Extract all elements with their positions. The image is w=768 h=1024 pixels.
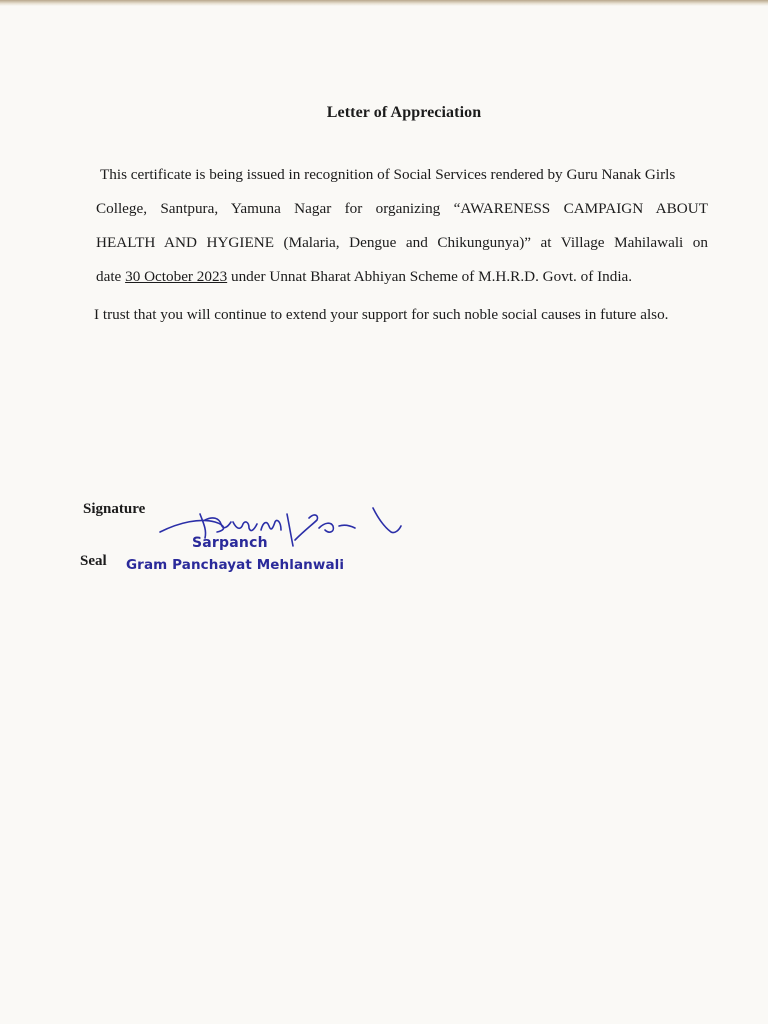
seal-label: Seal [80, 553, 107, 569]
letter-body [96, 158, 708, 294]
letter-title: Letter of Appreciation [326, 104, 482, 121]
date-suffix: under Unnat Bharat Abhiyan Scheme of M.H.R.D. Govt. of India. [227, 268, 633, 285]
stamp-office: Gram Panchayat Mehlanwali [126, 557, 345, 573]
body-line-2: College, Santpura, Yamuna Nagar for organizing “AWARENESS CAMPAIGN ABOUT [96, 200, 708, 217]
body-line-1: This certificate is being issued in recognition of Social Services rendered by Guru Nanak Girls [100, 166, 676, 183]
handwritten-signature [155, 500, 405, 560]
closing-sentence: I trust that you will continue to extend your support for such noble social causes in future also. [94, 306, 669, 323]
date-prefix: date [96, 268, 126, 285]
signature-label: Signature [83, 501, 146, 517]
event-date: 30 October 2023 [125, 268, 228, 285]
body-line-3: HEALTH AND HYGIENE (Malaria, Dengue and Chikungunya)” at Village Mahilawali on [96, 234, 708, 251]
stamp-designation: Sarpanch [192, 535, 268, 551]
body-line-4 [96, 260, 708, 294]
